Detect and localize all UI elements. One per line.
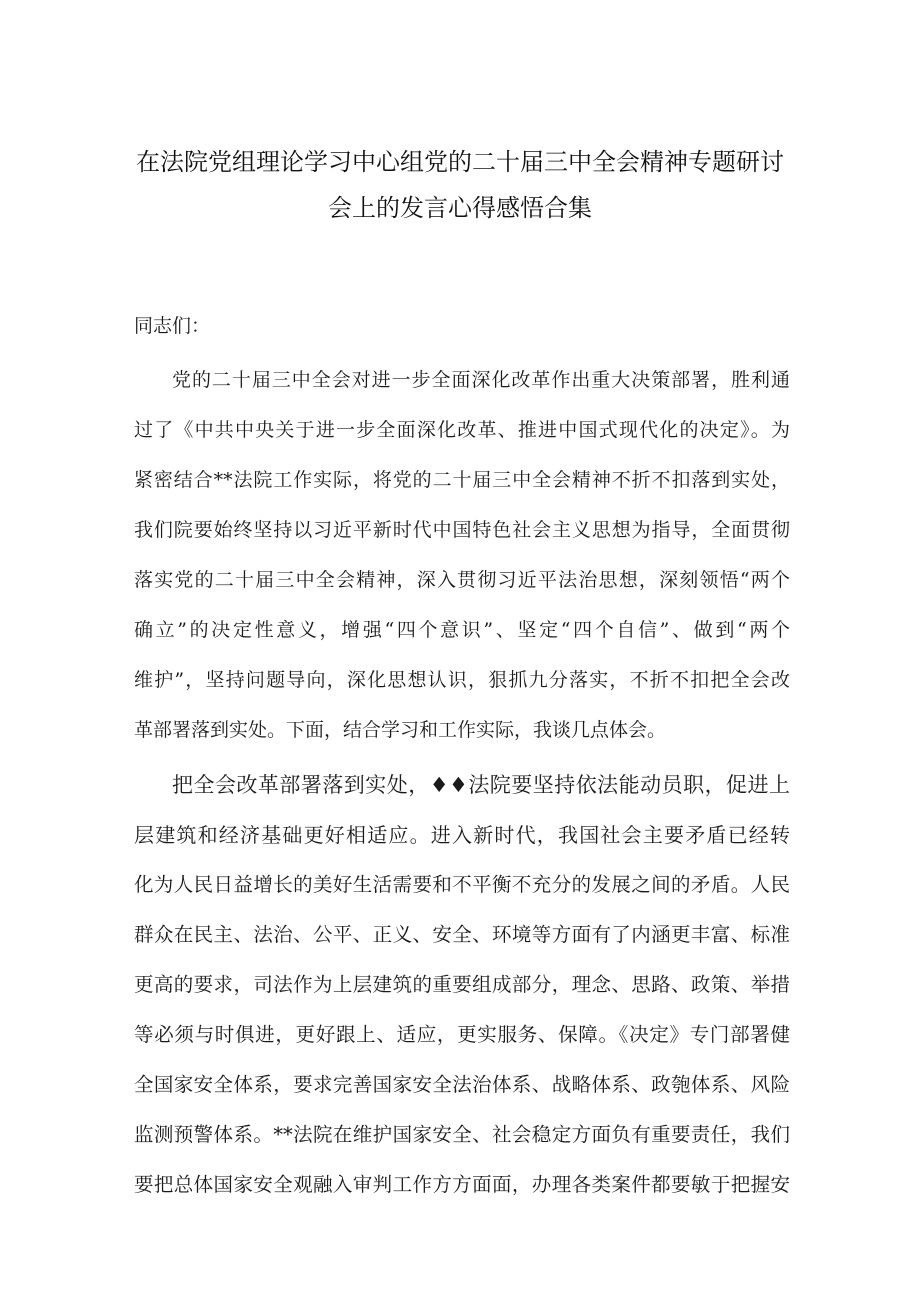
document-title-line-2: 会上的发言心得感悟合集 — [328, 194, 592, 222]
paragraph-line: 党的二十届三中全会对进一步全面深化改革作出重大决策部署，胜利通 — [172, 369, 790, 391]
paragraph-line: 群众在民主、法治、公平、正义、安全、环境等方面有了内涵更丰富、标准 — [134, 923, 790, 946]
paragraph-line: 等必须与时俱进，更好跟上、适应，更实服务、保障。《决定》专门部署健 — [134, 1023, 790, 1046]
salutation: 同志们： — [134, 315, 211, 337]
paragraph-line: 紧密结合**法院工作实际，将党的二十届三中全会精神不折不扣落到实处， — [134, 469, 790, 491]
paragraph-line: 化为人民日益增长的美好生活需要和不平衡不充分的发展之间的矛盾。人民 — [134, 873, 790, 896]
paragraph-line: 更高的要求，司法作为上层建筑的重要组成部分，理念、思路、政策、举措 — [134, 973, 790, 996]
document-title-line-1: 在法院党组理论学习中心组党的二十届三中全会精神专题研讨 — [136, 148, 784, 176]
paragraph-line: 监测预警体系。**法院在维护国家安全、社会稳定方面负有重要责任，我们 — [134, 1123, 790, 1146]
paragraph-line: 层建筑和经济基础更好相适应。进入新时代，我国社会主要矛盾已经转 — [134, 823, 790, 847]
paragraph-line: 过了《中共中央关于进一步全面深化改革、推进中国式现代化的决定》。为 — [134, 419, 790, 441]
paragraph-line: 确立”的决定性意义，增强“四个意识”、坚定“四个自信”、做到“两个 — [134, 619, 790, 641]
paragraph-line: 我们院要始终坚持以习近平新时代中国特色社会主义思想为指导，全面贯彻 — [134, 519, 790, 541]
paragraph-line: 把全会改革部署落到实处，♦♦法院要坚持依法能动员职，促进上 — [172, 773, 790, 797]
paragraph-line: 落实党的二十届三中全会精神，深入贯彻习近平法治思想，深刻领悟“两个 — [134, 569, 790, 591]
paragraph-line: 全国家安全体系，要求完善国家安全法治体系、战略体系、政匏体系、风险 — [134, 1073, 790, 1096]
paragraph-line: 要把总体国家安全观融入审判工作方方面面，办理各类案件都要敏于把握安 — [134, 1173, 790, 1196]
paragraph-line: 革部署落到实处。下面，结合学习和工作实际，我谈几点体会。 — [134, 719, 667, 741]
paragraph-line: 维护”，坚持问题导向，深化思想认识，狠抓九分落实，不折不扣把全会改 — [134, 669, 790, 691]
